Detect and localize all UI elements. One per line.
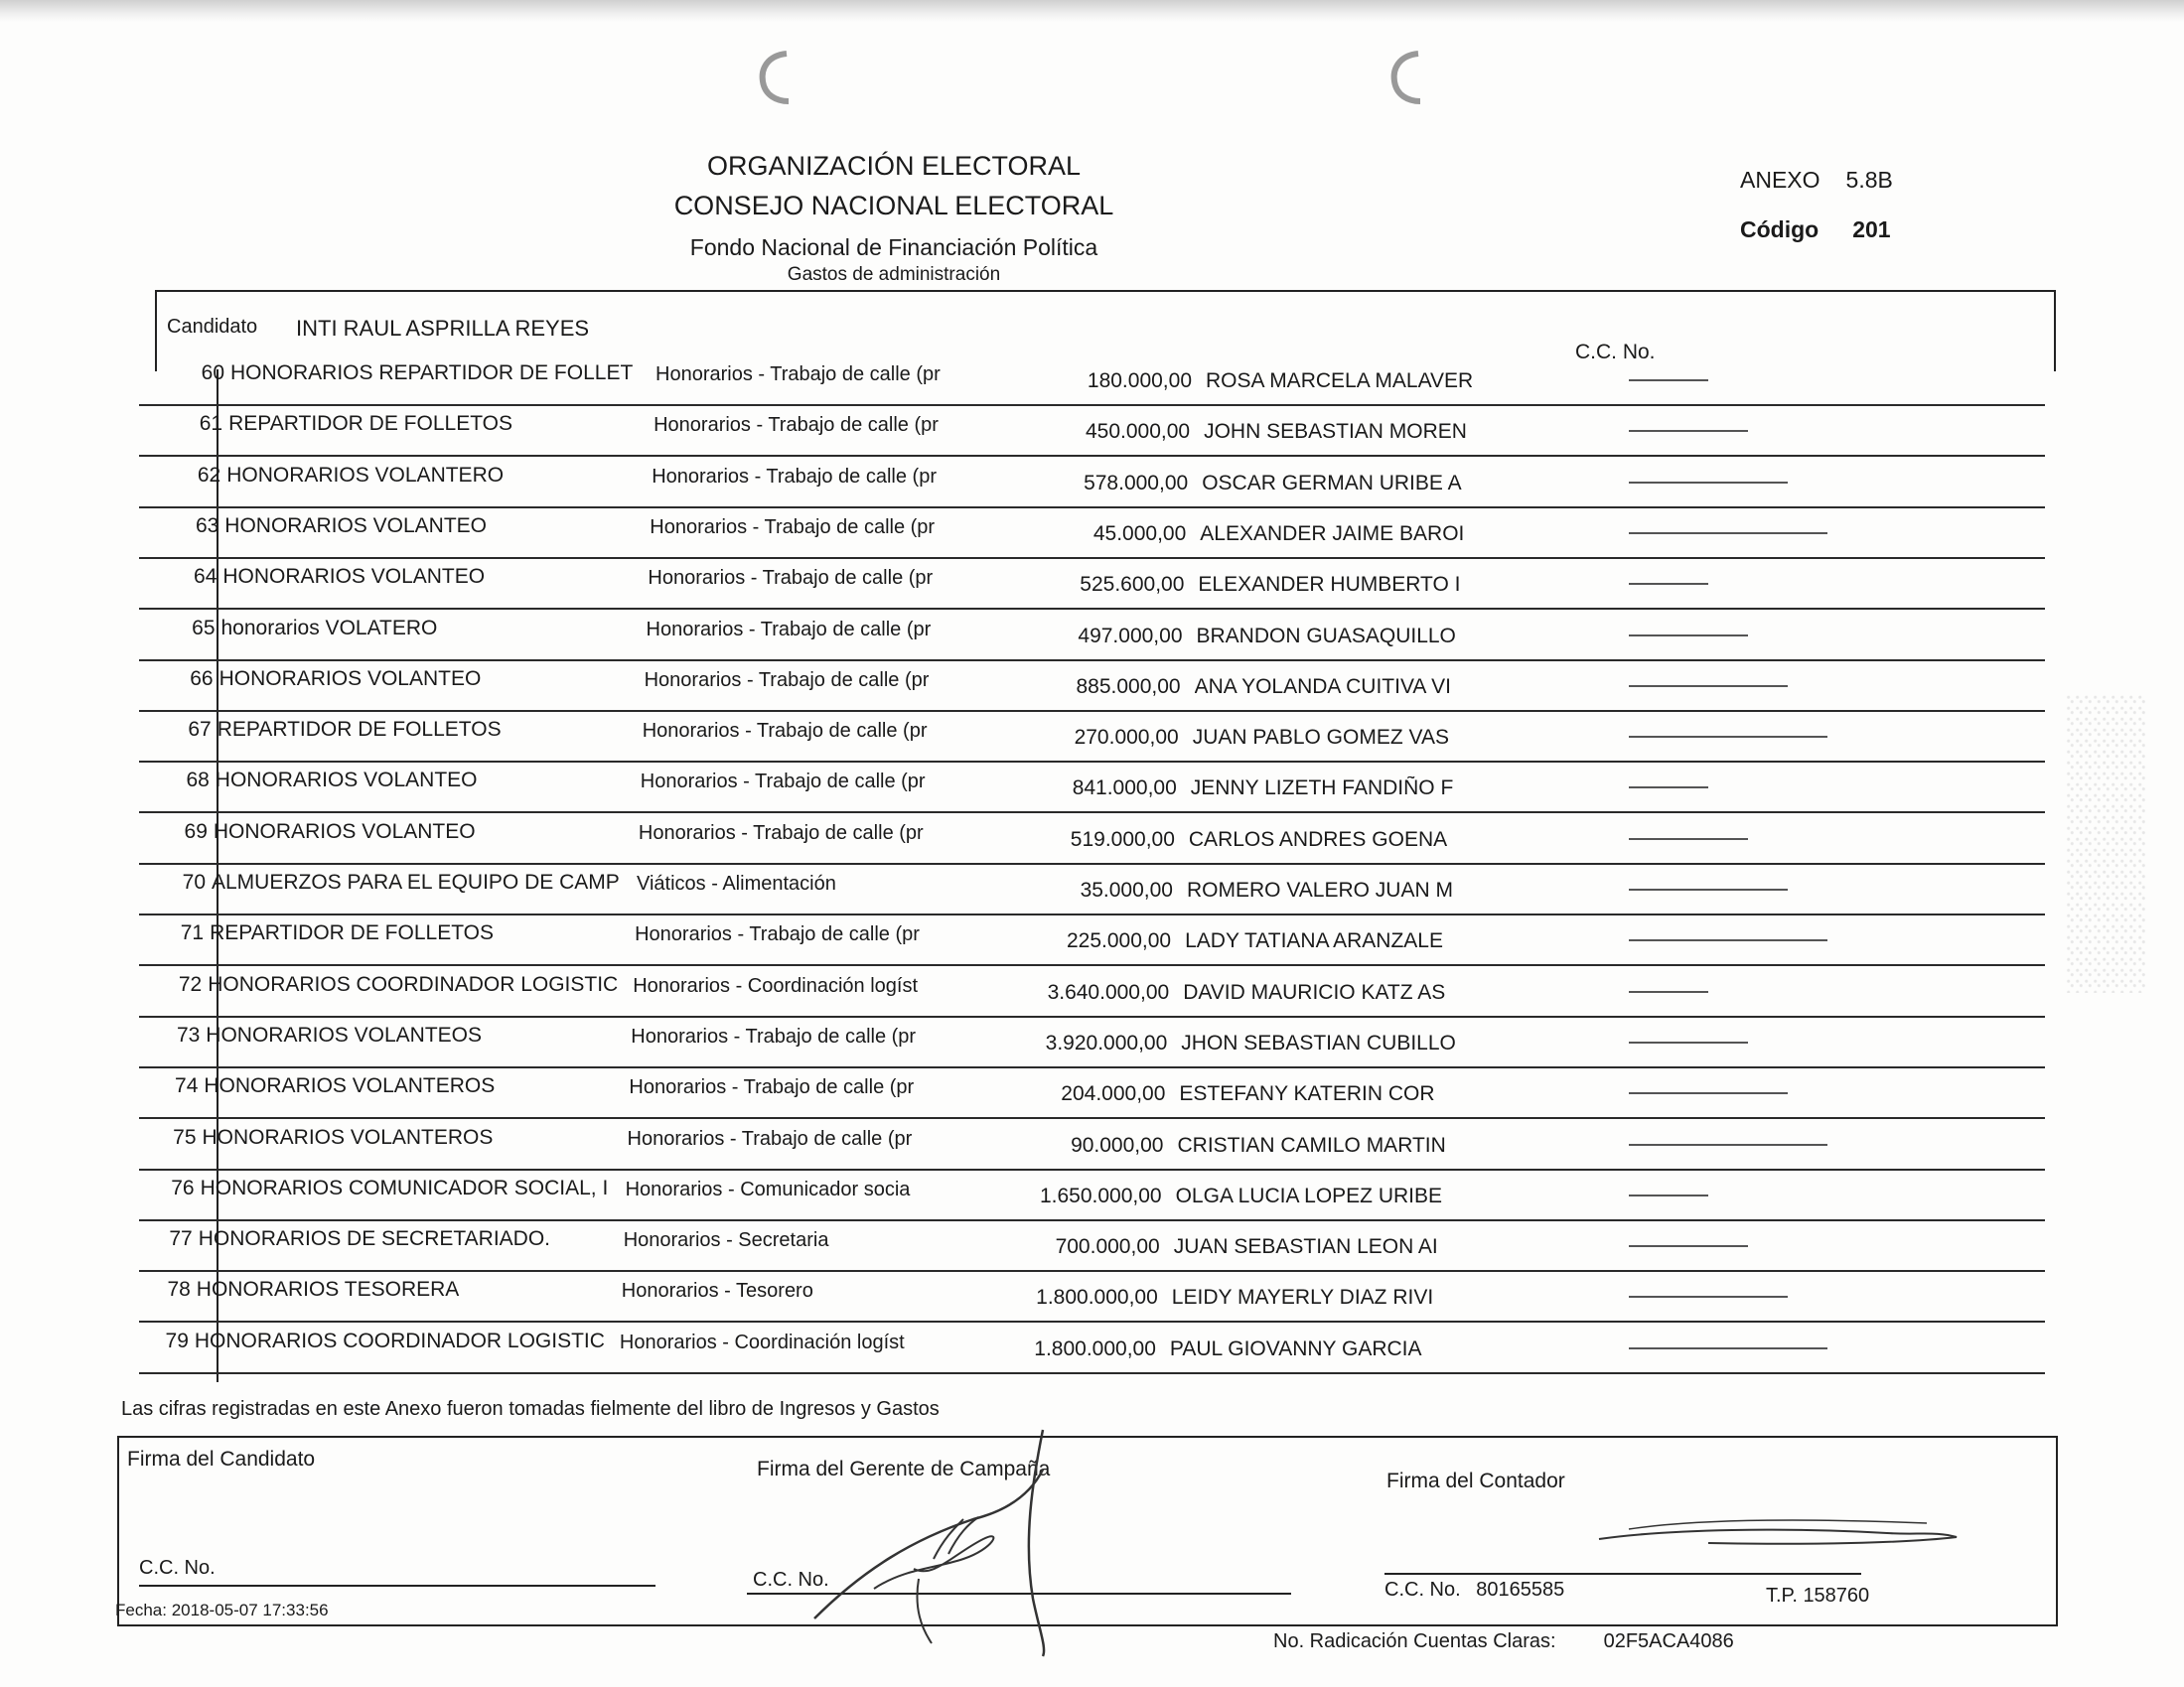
row-number: 74 (175, 1074, 199, 1098)
table-row (0, 611, 2184, 661)
row-description: HONORARIOS VOLANTEOS (206, 1023, 483, 1047)
redacted-field (1629, 786, 1708, 788)
row-description: HONORARIOS VOLANTEROS (204, 1074, 496, 1098)
accountant-signature-scrawl (1589, 1509, 1966, 1559)
redacted-field (1629, 1042, 1748, 1044)
row-category: Honorarios - Trabajo de calle (pr (642, 720, 928, 743)
candidate-label: Candidato (167, 316, 258, 338)
row-category: Honorarios - Trabajo de calle (pr (655, 363, 941, 385)
row-payee-name: JUAN SEBASTIAN LEON AI (1173, 1235, 1438, 1259)
accountant-cc (1384, 1579, 1564, 1602)
row-payee-name: ROMERO VALERO JUAN M (1187, 879, 1453, 902)
row-amount: 578.000,00 (1084, 471, 1189, 494)
redacted-field (1629, 685, 1788, 687)
row-payee-name: CRISTIAN CAMILO MARTIN (1177, 1133, 1446, 1157)
row-category: Honorarios - Coordinación logíst (633, 974, 918, 997)
row-number: 68 (186, 769, 210, 792)
table-row (0, 967, 2184, 1018)
row-category: Honorarios - Trabajo de calle (pr (650, 515, 936, 538)
row-amount: 700.000,00 (1055, 1235, 1160, 1259)
table-row (0, 1171, 2184, 1221)
row-payee-name: OLGA LUCIA LOPEZ URIBE (1175, 1184, 1443, 1207)
row-category: Honorarios - Trabajo de calle (pr (629, 1076, 915, 1099)
row-number: 77 (169, 1227, 193, 1251)
row-category: Honorarios - Trabajo de calle (pr (635, 923, 920, 946)
row-amount: 35.000,00 (1080, 879, 1173, 902)
row-category: Honorarios - Trabajo de calle (pr (652, 465, 937, 488)
candidate-signature-line (139, 1585, 655, 1587)
row-category: Viáticos - Alimentación (637, 873, 836, 895)
row-amount: 204.000,00 (1061, 1082, 1166, 1106)
row-number: 75 (173, 1125, 197, 1149)
row-description: HONORARIOS VOLANTEO (215, 769, 478, 792)
table-row (0, 1068, 2184, 1119)
redacted-field (1629, 583, 1708, 585)
fecha (115, 1601, 329, 1620)
accountant-signature-line (1384, 1573, 1861, 1575)
row-description: HONORARIOS VOLANTEO (213, 819, 476, 843)
row-description: ALMUERZOS PARA EL EQUIPO DE CAMP (212, 871, 620, 894)
row-category: Honorarios - Coordinación logíst (619, 1331, 905, 1353)
tp-value: 158760 (1803, 1585, 1870, 1607)
row-description: HONORARIOS VOLANTEO (222, 565, 486, 589)
redacted-field (1629, 634, 1748, 636)
table-row (0, 1221, 2184, 1272)
codigo-value: 201 (1852, 216, 1891, 242)
row-amount: 270.000,00 (1074, 726, 1179, 750)
fecha-label: Fecha: (115, 1601, 167, 1619)
tp-label: T.P. (1766, 1585, 1798, 1607)
redacted-field (1629, 939, 1827, 941)
redacted-field (1629, 379, 1708, 381)
row-payee-name: PAUL GIOVANNY GARCIA (1169, 1336, 1422, 1360)
subtitle: Gastos de administración (787, 264, 1001, 285)
table-row (0, 915, 2184, 966)
candidate-cc-label-footer: C.C. No. (139, 1557, 216, 1579)
row-description: HONORARIOS COORDINADOR LOGISTIC (194, 1329, 605, 1352)
redacted-field (1629, 1245, 1748, 1247)
anexo (1740, 167, 1893, 194)
row-number: 61 (199, 412, 223, 436)
row-number: 79 (165, 1329, 189, 1352)
row-amount: 225.000,00 (1066, 929, 1172, 953)
row-payee-name: BRANDON GUASAQUILLO (1196, 624, 1456, 647)
row-category: Honorarios - Trabajo de calle (pr (631, 1025, 917, 1048)
org-title: ORGANIZACIÓN ELECTORAL (706, 151, 1082, 181)
row-description: HONORARIOS DE SECRETARIADO. (198, 1227, 551, 1251)
table-row (0, 508, 2184, 559)
anexo-value: 5.8B (1845, 167, 1893, 193)
table-row (0, 1120, 2184, 1171)
row-amount: 1.650.000,00 (1039, 1184, 1162, 1207)
redacted-field (1629, 1092, 1788, 1094)
redacted-field (1629, 1296, 1788, 1298)
redacted-field (1629, 1195, 1708, 1196)
row-description: REPARTIDOR DE FOLLETOS (210, 921, 494, 945)
council-title: CONSEJO NACIONAL ELECTORAL (673, 191, 1114, 220)
redacted-field (1629, 1347, 1827, 1349)
row-payee-name: JHON SEBASTIAN CUBILLO (1181, 1031, 1456, 1054)
row-amount: 525.600,00 (1080, 573, 1185, 597)
codigo-label: Código (1740, 216, 1820, 242)
redacted-field (1629, 532, 1827, 534)
row-description: HONORARIOS VOLANTERO (226, 463, 505, 487)
row-payee-name: ROSA MARCELA MALAVER (1206, 369, 1474, 392)
scan-edge (0, 0, 2184, 22)
row-description: HONORARIOS COMUNICADOR SOCIAL, I (200, 1176, 609, 1199)
row-number: 65 (192, 616, 216, 639)
row-number: 69 (184, 819, 208, 843)
punch-hole-right (1388, 50, 1424, 105)
row-amount: 3.920.000,00 (1045, 1031, 1168, 1054)
table-row (0, 406, 2184, 457)
row-payee-name: DAVID MAURICIO KATZ AS (1183, 980, 1446, 1004)
accountant-cc-value: 80165585 (1476, 1579, 1565, 1601)
firma-contador-label: Firma del Contador (1386, 1470, 1565, 1492)
punch-hole-left (757, 50, 793, 105)
row-payee-name: ANA YOLANDA CUITIVA VI (1194, 674, 1451, 698)
redacted-field (1629, 482, 1788, 484)
row-payee-name: JOHN SEBASTIAN MOREN (1204, 420, 1467, 444)
table-row (0, 814, 2184, 865)
row-category: Honorarios - Trabajo de calle (pr (640, 771, 926, 793)
fecha-value: 2018-05-07 17:33:56 (171, 1601, 329, 1619)
candidate-cc-label: C.C. No. (1575, 341, 1656, 363)
row-amount: 519.000,00 (1070, 827, 1175, 851)
table-row (0, 763, 2184, 813)
row-category: Honorarios - Comunicador socia (625, 1178, 911, 1200)
row-category: Honorarios - Trabajo de calle (pr (654, 414, 939, 437)
manager-signature-scrawl (735, 1420, 1112, 1658)
row-number: 67 (188, 718, 212, 742)
table-row (0, 458, 2184, 508)
row-payee-name: CARLOS ANDRES GOENA (1188, 827, 1448, 851)
firma-candidato-label: Firma del Candidato (127, 1448, 316, 1471)
row-description: HONORARIOS COORDINADOR LOGISTIC (208, 972, 619, 996)
scan-noise (2066, 695, 2145, 993)
table-row (0, 865, 2184, 915)
radicacion (1273, 1630, 1734, 1653)
manager-cc-label: C.C. No. (753, 1569, 829, 1591)
table-row (0, 1018, 2184, 1068)
footer-note: Las cifras registradas en este Anexo fueron tomadas fielmente del libro de Ingresos y Gastos (121, 1398, 940, 1420)
row-payee-name: JENNY LIZETH FANDIÑO F (1190, 776, 1454, 800)
row-amount: 45.000,00 (1092, 521, 1187, 545)
accountant-cc-label: C.C. No. (1384, 1579, 1461, 1601)
radicacion-value: 02F5ACA4086 (1603, 1630, 1734, 1652)
row-category: Honorarios - Tesorero (621, 1280, 813, 1303)
row-number: 78 (167, 1278, 191, 1302)
row-category: Honorarios - Trabajo de calle (pr (646, 618, 932, 640)
table-row (0, 1272, 2184, 1323)
row-payee-name: JUAN PABLO GOMEZ VAS (1192, 726, 1449, 750)
row-number: 70 (182, 871, 206, 894)
table-row (0, 1324, 2184, 1374)
tp (1766, 1585, 1869, 1608)
row-payee-name: ELEXANDER HUMBERTO I (1198, 573, 1461, 597)
anexo-label: ANEXO (1740, 167, 1820, 193)
row-description: HONORARIOS VOLANTEO (224, 513, 488, 537)
firma-gerente-label: Firma del Gerente de Campaña (757, 1458, 1051, 1480)
row-category: Honorarios - Trabajo de calle (pr (627, 1127, 913, 1150)
redacted-field (1629, 889, 1788, 891)
row-number: 73 (176, 1023, 201, 1047)
row-description: HONORARIOS REPARTIDOR DE FOLLET (230, 361, 634, 384)
row-amount: 885.000,00 (1076, 674, 1181, 698)
row-amount: 1.800.000,00 (1034, 1336, 1156, 1360)
row-amount: 497.000,00 (1078, 624, 1183, 647)
row-payee-name: ESTEFANY KATERIN COR (1179, 1082, 1435, 1106)
redacted-field (1629, 991, 1708, 993)
row-description: REPARTIDOR DE FOLLETOS (228, 412, 512, 436)
row-description: REPARTIDOR DE FOLLETOS (217, 718, 502, 742)
row-number: 76 (171, 1176, 195, 1199)
row-amount: 1.800.000,00 (1036, 1286, 1158, 1310)
row-amount: 841.000,00 (1072, 776, 1177, 800)
row-payee-name: LADY TATIANA ARANZALE (1185, 929, 1443, 953)
row-payee-name: OSCAR GERMAN URIBE A (1202, 471, 1462, 494)
row-number: 72 (178, 972, 203, 996)
redacted-field (1629, 430, 1748, 432)
redacted-field (1629, 838, 1748, 840)
row-category: Honorarios - Trabajo de calle (pr (644, 668, 930, 691)
redacted-field (1629, 1144, 1827, 1146)
row-number: 64 (194, 565, 218, 589)
row-amount: 180.000,00 (1087, 369, 1192, 392)
row-category: Honorarios - Secretaria (623, 1229, 829, 1252)
row-number: 66 (190, 666, 214, 690)
row-number: 63 (195, 513, 219, 537)
candidate-name: INTI RAUL ASPRILLA REYES (296, 316, 590, 341)
row-description: HONORARIOS VOLANTEO (218, 666, 482, 690)
redacted-field (1629, 736, 1827, 738)
row-number: 60 (201, 361, 224, 384)
table-row (0, 712, 2184, 763)
row-payee-name: ALEXANDER JAIME BAROI (1200, 521, 1465, 545)
row-number: 62 (197, 463, 221, 487)
fund-title: Fondo Nacional de Financiación Política (689, 234, 1098, 260)
codigo (1740, 216, 1891, 243)
row-amount: 450.000,00 (1085, 420, 1191, 444)
row-description: HONORARIOS TESORERA (196, 1278, 460, 1302)
table-row (0, 661, 2184, 712)
row-amount: 90.000,00 (1071, 1133, 1164, 1157)
row-divider (139, 1372, 2045, 1374)
table-row (0, 559, 2184, 610)
row-category: Honorarios - Trabajo de calle (pr (648, 567, 934, 590)
table-row (0, 355, 2184, 406)
row-amount: 3.640.000,00 (1047, 980, 1170, 1004)
row-category: Honorarios - Trabajo de calle (pr (638, 821, 924, 844)
row-payee-name: LEIDY MAYERLY DIAZ RIVI (1171, 1286, 1434, 1310)
radicacion-label: No. Radicación Cuentas Claras: (1273, 1630, 1556, 1652)
row-description: honorarios VOLATERO (220, 616, 438, 639)
row-description: HONORARIOS VOLANTEROS (202, 1125, 494, 1149)
row-number: 71 (180, 921, 205, 945)
